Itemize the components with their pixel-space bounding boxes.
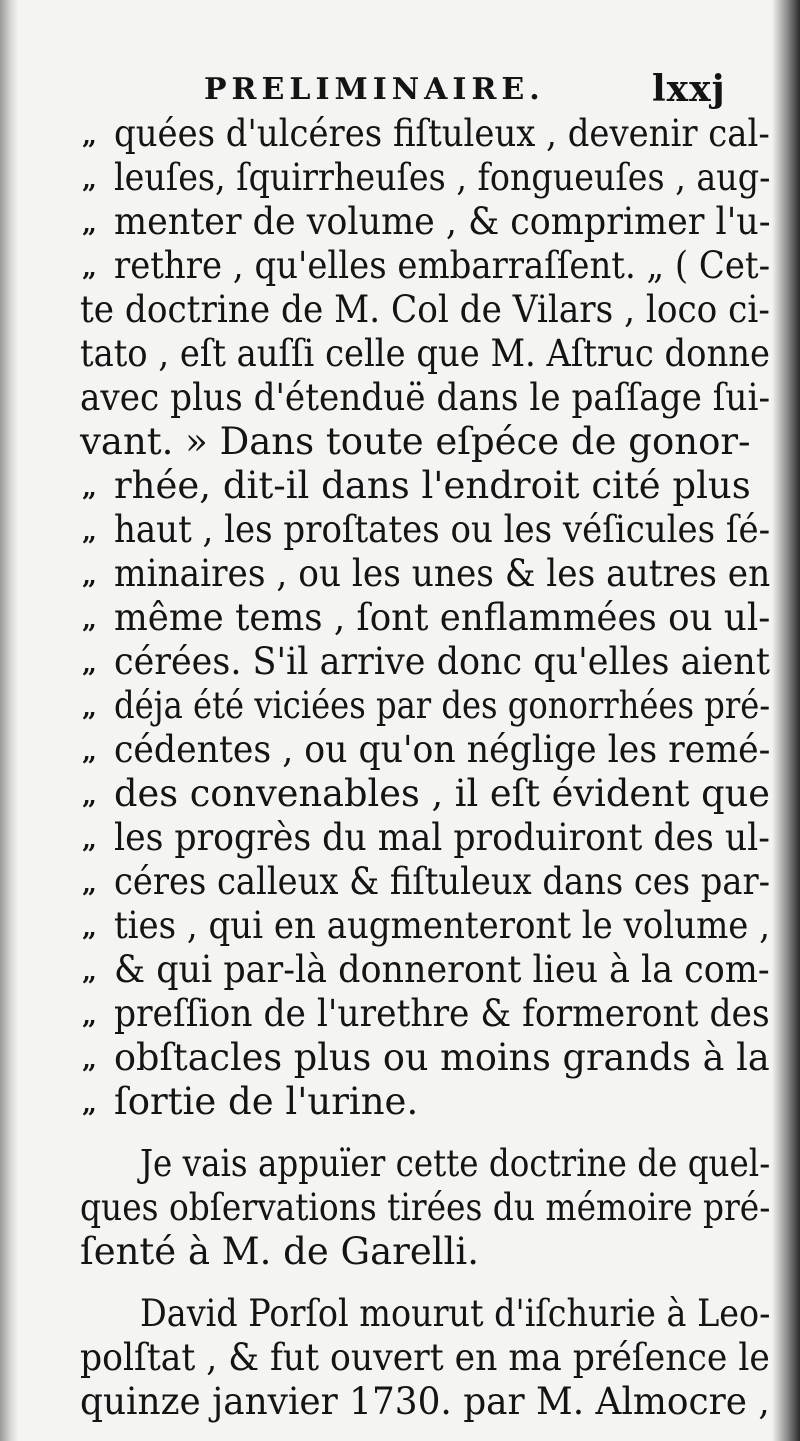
quote-mark: „ [82,869,98,899]
text-line [0,156,800,200]
text-line [0,596,800,640]
line-text: David Porſol mourut d'iſchurie à Leo- [140,1292,771,1335]
running-head: PRELIMINAIRE. [204,72,545,107]
quote-mark: „ [82,913,98,943]
quote-mark: „ [82,1045,98,1075]
quote-mark: „ [82,693,98,723]
line-text: même tems , ſont enflammées ou ul- [114,596,771,639]
quote-mark: „ [82,473,98,503]
text-line [0,1336,800,1380]
quote-mark: „ [82,737,98,767]
text-line [0,816,800,860]
text-line [0,1230,800,1274]
line-text: avec plus d'étenduë dans le paſſage ſui- [80,376,771,419]
line-text: leuſes, ſquirrheuſes , fongueuſes , aug- [114,156,771,199]
text-line [0,1142,800,1186]
quote-mark: „ [82,1089,98,1119]
text-line [0,728,800,772]
text-line [0,508,800,552]
quote-mark: „ [82,517,98,547]
line-text: & qui par-là donneront lieu à la com- [114,948,770,991]
quote-mark: „ [82,165,98,195]
text-line [0,992,800,1036]
text-line [0,112,800,156]
line-text: minaires , ou les unes & les autres en [114,552,771,595]
line-text: Je vais appuïer cette doctrine de quel- [140,1142,771,1185]
line-text: les progrès du mal produiront des ul- [114,816,770,859]
line-text: haut , les proſtates ou les véſicules ſé- [114,508,771,551]
text-line [0,376,800,420]
text-line [0,948,800,992]
text-line [0,288,800,332]
quote-mark: „ [82,209,98,239]
line-text: cérées. S'il arrive donc qu'elles aient [114,640,770,683]
text-line [0,1292,800,1336]
paragraph-spacer [0,1274,800,1292]
text-line [0,200,800,244]
line-text: cédentes , ou qu'on néglige les remé- [114,728,771,771]
text-line [0,684,800,728]
text-line [0,332,800,376]
page-number: lxxj [652,68,726,110]
line-text: ſenté à M. de Garelli. [80,1230,479,1273]
quote-mark: „ [82,781,98,811]
text-line [0,420,800,464]
quote-mark: „ [82,561,98,591]
line-text: te doctrine de M. Col de Vilars , loco ci- [80,288,770,331]
text-line [0,640,800,684]
quote-mark: „ [82,605,98,635]
quote-mark: „ [82,1001,98,1031]
text-line [0,860,800,904]
line-text: rethre , qu'elles embarraſſent. „ ( Cet- [114,244,771,287]
line-text: vant. » Dans toute eſpéce de gonor- [80,420,751,463]
line-text: rhée, dit-il dans l'endroit cité plus [114,464,751,507]
text-line [0,772,800,816]
line-text: quinze janvier 1730. par M. Almocre , [80,1380,770,1423]
page-header [0,64,800,114]
line-text: déja été viciées par des gonorrhées pré- [114,684,771,727]
quote-mark: „ [82,957,98,987]
line-text: ties , qui en augmenteront le volume , [114,904,771,947]
text-line [0,904,800,948]
line-text: ſortie de l'urine. [114,1080,419,1123]
line-text: preſſion de l'urethre & formeront des [114,992,770,1035]
line-text: polſtat , & fut ouvert en ma préſence le [80,1336,770,1379]
line-text: des convenables , il eſt évident que [114,772,770,815]
line-text: céres calleux & fiſtuleux dans ces par- [114,860,771,903]
text-line [0,552,800,596]
text-line [0,464,800,508]
paragraph-spacer [0,1124,800,1142]
quote-mark: „ [82,649,98,679]
line-text: obſtacles plus ou moins grands à la [114,1036,770,1079]
text-line [0,1036,800,1080]
text-line [0,1186,800,1230]
line-text: menter de volume , & comprimer l'u- [114,200,771,243]
text-line [0,1080,800,1124]
line-text: ques obſervations tirées du mémoire pré- [80,1186,771,1229]
text-line [0,1380,800,1424]
line-text: tato , eſt auſſi celle que M. Aſtruc donne [80,332,771,375]
quote-mark: „ [82,253,98,283]
quote-mark: „ [82,825,98,855]
quote-mark: „ [82,121,98,151]
body-text [0,112,800,1424]
text-line [0,244,800,288]
line-text: quées d'ulcéres fiſtuleux , devenir cal- [114,112,770,155]
